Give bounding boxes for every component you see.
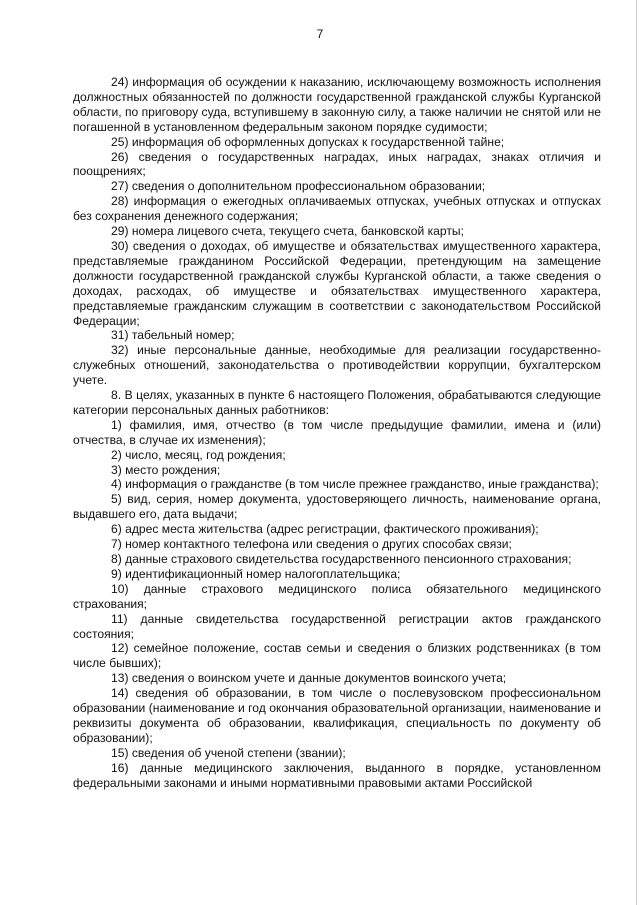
paragraph-item-16: 16) данные медицинского заключения, выданного в порядке, установленном федеральными законами и иными нормативными правовыми актами Российской (73, 760, 601, 790)
paragraph-item-4: 4) информация о гражданстве (в том числе прежнее гражданство, иные гражданства); (111, 477, 599, 492)
scan-edge-divider (636, 0, 637, 905)
paragraph-item-10: 10) данные страхового медицинского полиса обязательного медицинского страхования; (73, 581, 601, 611)
paragraph-item-6: 6) адрес места жительства (адрес регистрации, фактического проживания); (111, 522, 539, 537)
paragraph-item-24: 24) информация об осуждении к наказанию, исключающему возможность исполнения должностных обязанностей по должности государственной гражданской службы Курганской области, по приговору суда, вступившему в законную силу, а также наличии не снятой или не погашенной в установленном федеральным законом порядке судимости; (73, 75, 601, 134)
paragraph-item-31: 31) табельный номер; (111, 328, 235, 343)
document-body (73, 75, 601, 791)
paragraph-section-8: 8. В целях, указанных в пункте 6 настоящего Положения, обрабатываются следующие категории персональных данных работников: (73, 388, 601, 417)
paragraph-item-32: 32) иные персональные данные, необходимые для реализации государственно-служебных отношений, законодательства о противодействии коррупции, бухгалтерском учете. (73, 343, 601, 388)
paragraph-item-26: 26) сведения о государственных наградах, иных наградах, знаках отличия и поощрениях; (73, 149, 601, 179)
paragraph-item-29: 29) номера лицевого счета, текущего счета, банковской карты; (111, 224, 464, 239)
paragraph-item-3: 3) место рождения; (111, 462, 221, 477)
paragraph-item-14: 14) сведения об образовании, в том числе о послевузовском профессиональном образовании (наименование и год окончания образовательной организации, наименование и реквизиты документа об образовании, квалификация, специальность по документу об образовании); (73, 686, 601, 745)
paragraph-item-28: 28) информация о ежегодных оплачиваемых отпусках, учебных отпусках и отпусках без сохранения денежного содержания; (73, 194, 601, 224)
paragraph-item-7: 7) номер контактного телефона или сведения о других способах связи; (111, 537, 512, 552)
paragraph-item-30: 30) сведения о доходах, об имуществе и обязательствах имущественного характера, представляемые гражданином Российской Федерации, претендующим на замещение должности государственной гражданской службы Курганской области, а также сведения о доходах, расходах, об имуществе и обязательствах имущественного характера, представляемые гражданским служащим в соответствии с законодательством Российской Федерации; (73, 238, 601, 328)
paragraph-item-9: 9) идентификационный номер налогоплательщика; (111, 566, 401, 581)
paragraph-item-8: 8) данные страхового свидетельства государственного пенсионного страхования; (111, 552, 572, 566)
paragraph-item-2: 2) число, месяц, год рождения; (111, 447, 286, 462)
paragraph-item-15: 15) сведения об ученой степени (звании); (111, 745, 346, 760)
paragraph-item-12: 12) семейное положение, состав семьи и сведения о близких родственниках (в том числе бывших); (73, 641, 601, 671)
page-number: 7 (316, 27, 324, 41)
paragraph-item-11: 11) данные свидетельства государственной регистрации актов гражданского состояния; (73, 611, 601, 641)
paragraph-item-13: 13) сведения о воинском учете и данные документов воинского учета; (111, 671, 507, 686)
paragraph-item-25: 25) информация об оформленных допусках к государственной тайне; (111, 134, 505, 149)
paragraph-item-27: 27) сведения о дополнительном профессиональном образовании; (111, 179, 486, 194)
paragraph-item-5: 5) вид, серия, номер документа, удостоверяющего личность, наименование органа, выдавшего его, дата выдачи; (73, 492, 601, 522)
paragraph-item-1: 1) фамилия, имя, отчество (в том числе предыдущие фамилии, имена и (или) отчества, в случае их изменения); (73, 417, 601, 447)
